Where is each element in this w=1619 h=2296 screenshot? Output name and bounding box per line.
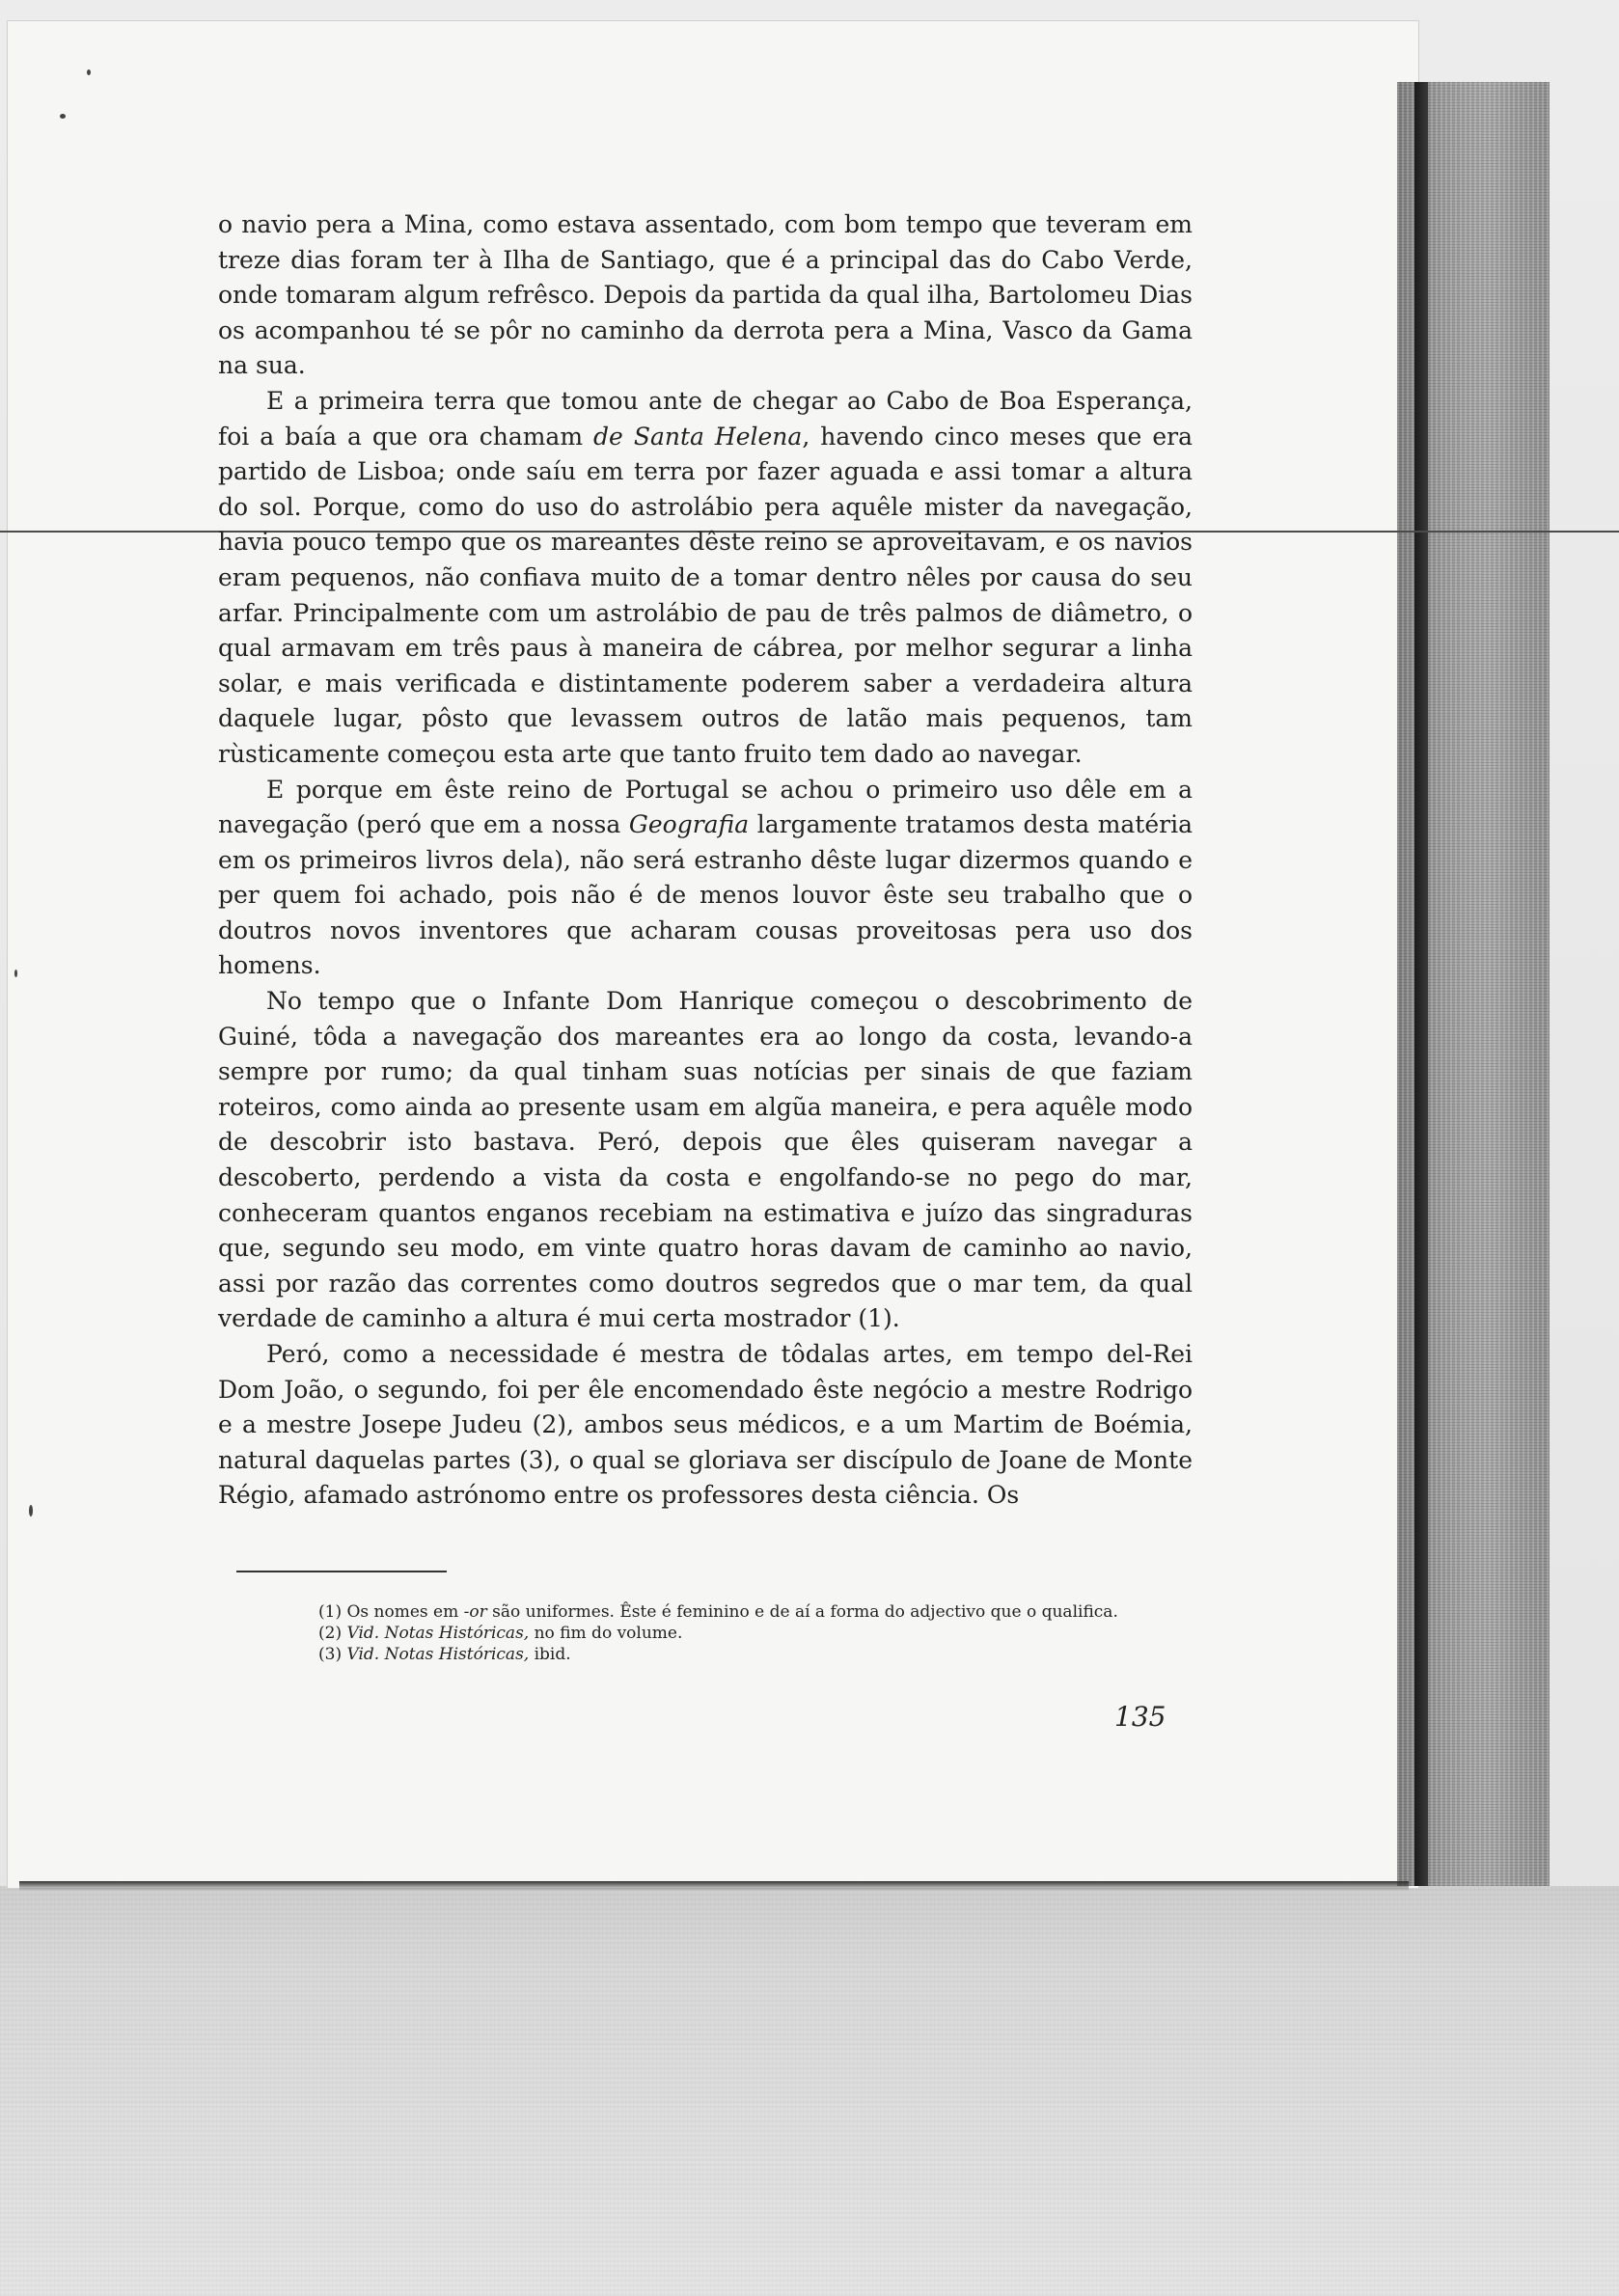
paragraph [218, 984, 1193, 1337]
italic-text: Geografia [628, 810, 750, 839]
paragraph [218, 384, 1193, 773]
italic-text: de Santa Helena [593, 422, 803, 451]
body-text [218, 207, 1193, 1514]
page-edge-line [1414, 82, 1428, 1886]
text-run: , havendo cinco meses que era partido de Lisboa; onde saíu em terra por fazer aguada e assi tomar a altura do sol. Porque, como do uso do astrolábio pera aquêle mister da navegação, havia pouco tempo que os mareantes dêste reino se aproveitavam, e os navios eram pequenos, não confiava muito de a tomar dentro nêles por causa do seu arfar. Principalmente com um astrolábio de pau de três palmos de diâmetro, o qual armavam em três paus à maneira de cábrea, por melhor segurar a linha solar, e mais verificada e distintamente poderem saber a verdadeira altura daquele lugar, pôsto que levassem outros de latão mais pequenos, tam rùsticamente começou esta arte que tanto fruito tem dado ao navegar. [218, 422, 1194, 768]
text-run: No tempo que o Infante Dom Hanrique começou o descobrimento de Guiné, tôda a navegação dos mareantes era ao longo da costa, levando-a sempre por rumo; da qual tinham suas notícias per sinais de que faziam roteiros, como ainda ao presente usam em algũa maneira, e pera aquêle modo de descobrir isto bastava. Peró, depois que êles quiseram navegar a descoberto, perdendo a vista da costa e engolfando-se no pego do mar, conheceram quantos enganos recebiam na estimativa e juízo das singraduras que, segundo seu modo, em vinte quatro horas davam de caminho ao navio, assi por razão das correntes como doutros segredos que o mar tem, da qual verdade de caminho a altura é mui certa mostrador (1). [218, 987, 1193, 1333]
text-run: E a primeira terra que tomou ante de chegar ao Cabo de Boa Esperança, foi a baía a que ora chamam [218, 386, 1193, 451]
page-number: 135 [1114, 1701, 1166, 1733]
footnote-rule [236, 1571, 447, 1572]
paragraph [218, 207, 1193, 384]
footnote [241, 1644, 1196, 1665]
text-run: ibid. [529, 1645, 571, 1664]
italic-text: Vid. Notas Históricas, [346, 1645, 530, 1664]
paragraph [218, 773, 1193, 985]
text-run: E porque em êste reino de Portugal se achou o primeiro uso dêle em a navegação (peró que em a nossa [218, 775, 1193, 839]
text-run: (1) Os nomes em [318, 1602, 464, 1622]
text-run: o navio pera a Mina, como estava assentado, com bom tempo que teveram em treze dias foram ter à Ilha de Santiago, que é a principal das do Cabo Verde, onde tomaram algum refrêsco. Depois da partida da qual ilha, Bartolomeu Dias os acompanhou té se pôr no caminho da derrota pera a Mina, Vasco da Gama na sua. [218, 210, 1193, 380]
scan-speck [87, 69, 91, 75]
page-bottom-shadow [19, 1881, 1409, 1891]
text-run: largamente tratamos desta matéria em os primeiros livros dela), não será estranho dêste lugar dizermos quando e per quem foi achado, pois não é de menos louvor êste seu trabalho que o doutros novos inventores que acharam cousas proveitosas pera uso dos homens. [218, 810, 1194, 980]
text-run: no fim do volume. [529, 1624, 683, 1643]
paragraph [218, 1337, 1193, 1514]
scan-speck [60, 114, 66, 119]
text-run: são uniformes. Êste é feminino e de aí a forma do adjectivo que o qualifica. [486, 1602, 1118, 1622]
italic-text: -or [463, 1602, 487, 1622]
text-run: (3) [318, 1645, 347, 1664]
scan-speck [14, 970, 17, 977]
scan-background-noise [0, 1886, 1619, 2296]
footnote [241, 1623, 1196, 1644]
scan-speck [29, 1505, 33, 1517]
footnote [241, 1601, 1196, 1623]
italic-text: Vid. Notas Históricas, [346, 1624, 530, 1643]
text-run: (2) [318, 1624, 347, 1643]
footnotes [241, 1601, 1196, 1665]
text-run: Peró, como a necessidade é mestra de tôdalas artes, em tempo del-Rei Dom João, o segundo, foi per êle encomendado êste negócio a mestre Rodrigo e a mestre Josepe Judeu (2), ambos seus médicos, e a um Martim de Boémia, natural daquelas partes (3), o qual se gloriava ser discípulo de Joane de Monte Régio, afamado astrónomo entre os professores desta ciência. Os [218, 1340, 1193, 1510]
